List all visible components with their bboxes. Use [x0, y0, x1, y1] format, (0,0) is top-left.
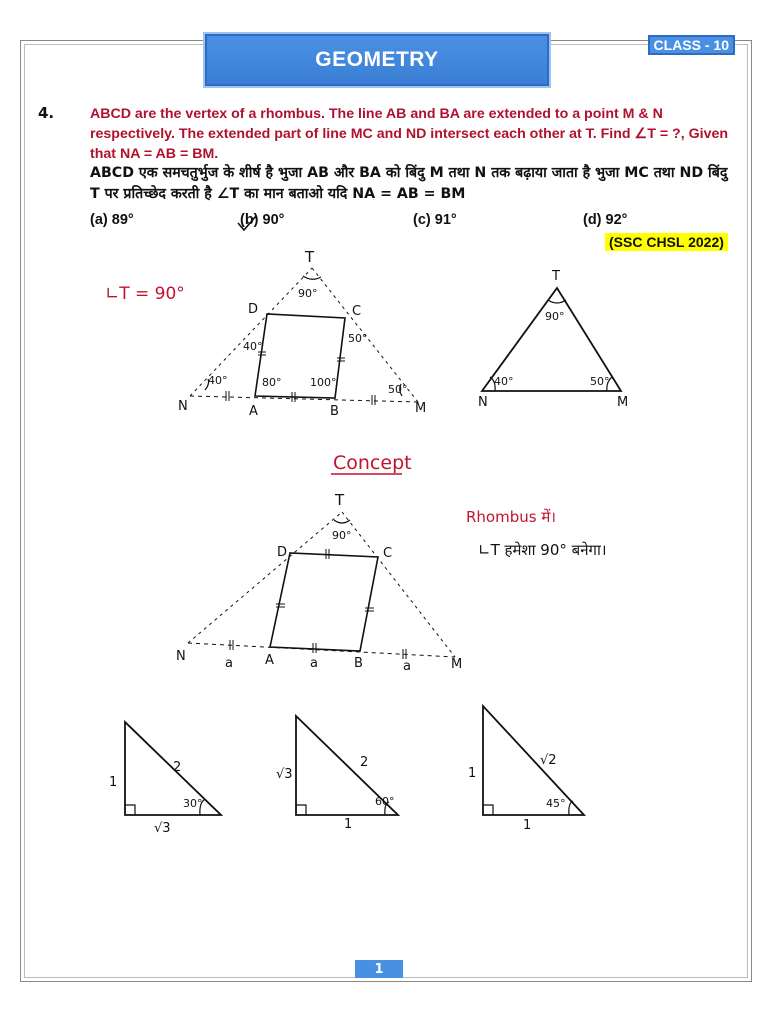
fig1-angle-b: 100° [310, 376, 337, 389]
fig1-label-m: M [415, 401, 427, 416]
option-a: (a) 89° [90, 212, 134, 228]
fig2-angle-m: 50° [590, 375, 610, 388]
fig1-angle-a: 80° [262, 376, 282, 389]
concept-label-d: D [277, 545, 288, 560]
fig2-angle-t: 90° [545, 310, 565, 323]
tri3-base: 1 [523, 818, 532, 833]
tri2-base: 1 [344, 817, 353, 832]
concept-seg-2: a [310, 656, 318, 671]
fig1-angle-m: 50° [388, 383, 408, 396]
tri3-vertical: 1 [468, 766, 477, 781]
fig2-label-m: M [617, 395, 629, 410]
concept-label-b: B [354, 656, 363, 671]
option-b: (b) 90° [240, 212, 285, 228]
concept-seg-3: a [403, 659, 411, 674]
fig2-label-t: T [552, 269, 560, 284]
concept-note-line1: Rhombus में। [466, 508, 556, 526]
concept-seg-1: a [225, 656, 233, 671]
right-angle-mark-3 [483, 805, 493, 815]
triangle-45-45-90 [483, 706, 584, 815]
concept-heading: Concept [333, 452, 412, 474]
right-angle-mark-1 [125, 805, 135, 815]
fig1-label-b: B [330, 404, 339, 419]
fig1-label-t: T [305, 248, 315, 266]
question-number: 4. [38, 104, 55, 122]
tri2-vertical: √3 [276, 767, 293, 782]
fig1-angle-n: 40° [208, 374, 228, 387]
fig2-arc-t [548, 300, 566, 303]
fig1-angle-c: 50° [348, 332, 368, 345]
fig1-label-d: D [248, 302, 259, 317]
fig2-label-n: N [478, 395, 488, 410]
concept-figure [188, 512, 455, 659]
exam-source-badge: (SSC CHSL 2022) [605, 233, 728, 251]
concept-label-t: T [335, 491, 345, 509]
concept-line-tm [342, 512, 455, 657]
concept-label-n: N [176, 649, 186, 664]
tri1-base: √3 [154, 821, 171, 836]
solution-figure-2-labels [478, 269, 628, 410]
fig1-label-a: A [249, 404, 258, 419]
tri3-angle: 45° [546, 797, 566, 810]
fig1-angle-d: 40° [243, 340, 263, 353]
concept-label-a: A [265, 653, 274, 668]
tri1-angle: 30° [183, 797, 203, 810]
class-label: CLASS - 10 [648, 35, 735, 55]
concept-label-m: M [451, 657, 463, 672]
angle-arc-t [303, 276, 321, 279]
concept-angle-t: 90° [332, 529, 352, 542]
fig2-angle-n: 40° [494, 375, 514, 388]
fig1-angle-t: 90° [298, 287, 318, 300]
solution-figure-1-labels [178, 248, 426, 419]
fig1-label-n: N [178, 399, 188, 414]
tri3-hypotenuse: √2 [540, 753, 557, 768]
question-text-hindi: ABCD एक समचतुर्भुज के शीर्ष है भुजा AB और BA को बिंदु M तथा N तक बढ़ाया जाता है भुजा MC तथा ND बिंदु T पर प्रतिच्छेद करती है ∠T का मान बताओ यदि NA = AB = BM [90, 165, 728, 202]
tri1-vertical: 1 [109, 775, 118, 790]
special-triangle-labels [109, 753, 566, 836]
tri2-angle: 60° [375, 795, 395, 808]
concept-rhombus [270, 553, 378, 651]
concept-arc-t [334, 520, 350, 523]
concept-line-nt [188, 512, 342, 643]
fig1-label-c: C [352, 304, 362, 319]
concept-note-line2: ∟T हमेशा 90° बनेगा। [478, 541, 607, 559]
page-number: 1 [355, 960, 403, 978]
answer-note: ∟T = 90° [105, 284, 185, 304]
tri2-hypotenuse: 2 [360, 755, 369, 770]
concept-figure-labels [176, 491, 462, 674]
right-angle-mark-2 [296, 805, 306, 815]
option-d: (d) 92° [583, 212, 628, 228]
option-c: (c) 91° [413, 212, 457, 228]
question-text-english: ABCD are the vertex of a rhombus. The line AB and BA are extended to a point M & N respectively. The extended part of line MC and ND intersect each other at T. Find ∠T = ?, Given that NA = AB = BM. [90, 106, 729, 162]
tri1-hypotenuse: 2 [173, 760, 182, 775]
page-title: GEOMETRY [315, 48, 439, 71]
concept-label-c: C [383, 546, 393, 561]
